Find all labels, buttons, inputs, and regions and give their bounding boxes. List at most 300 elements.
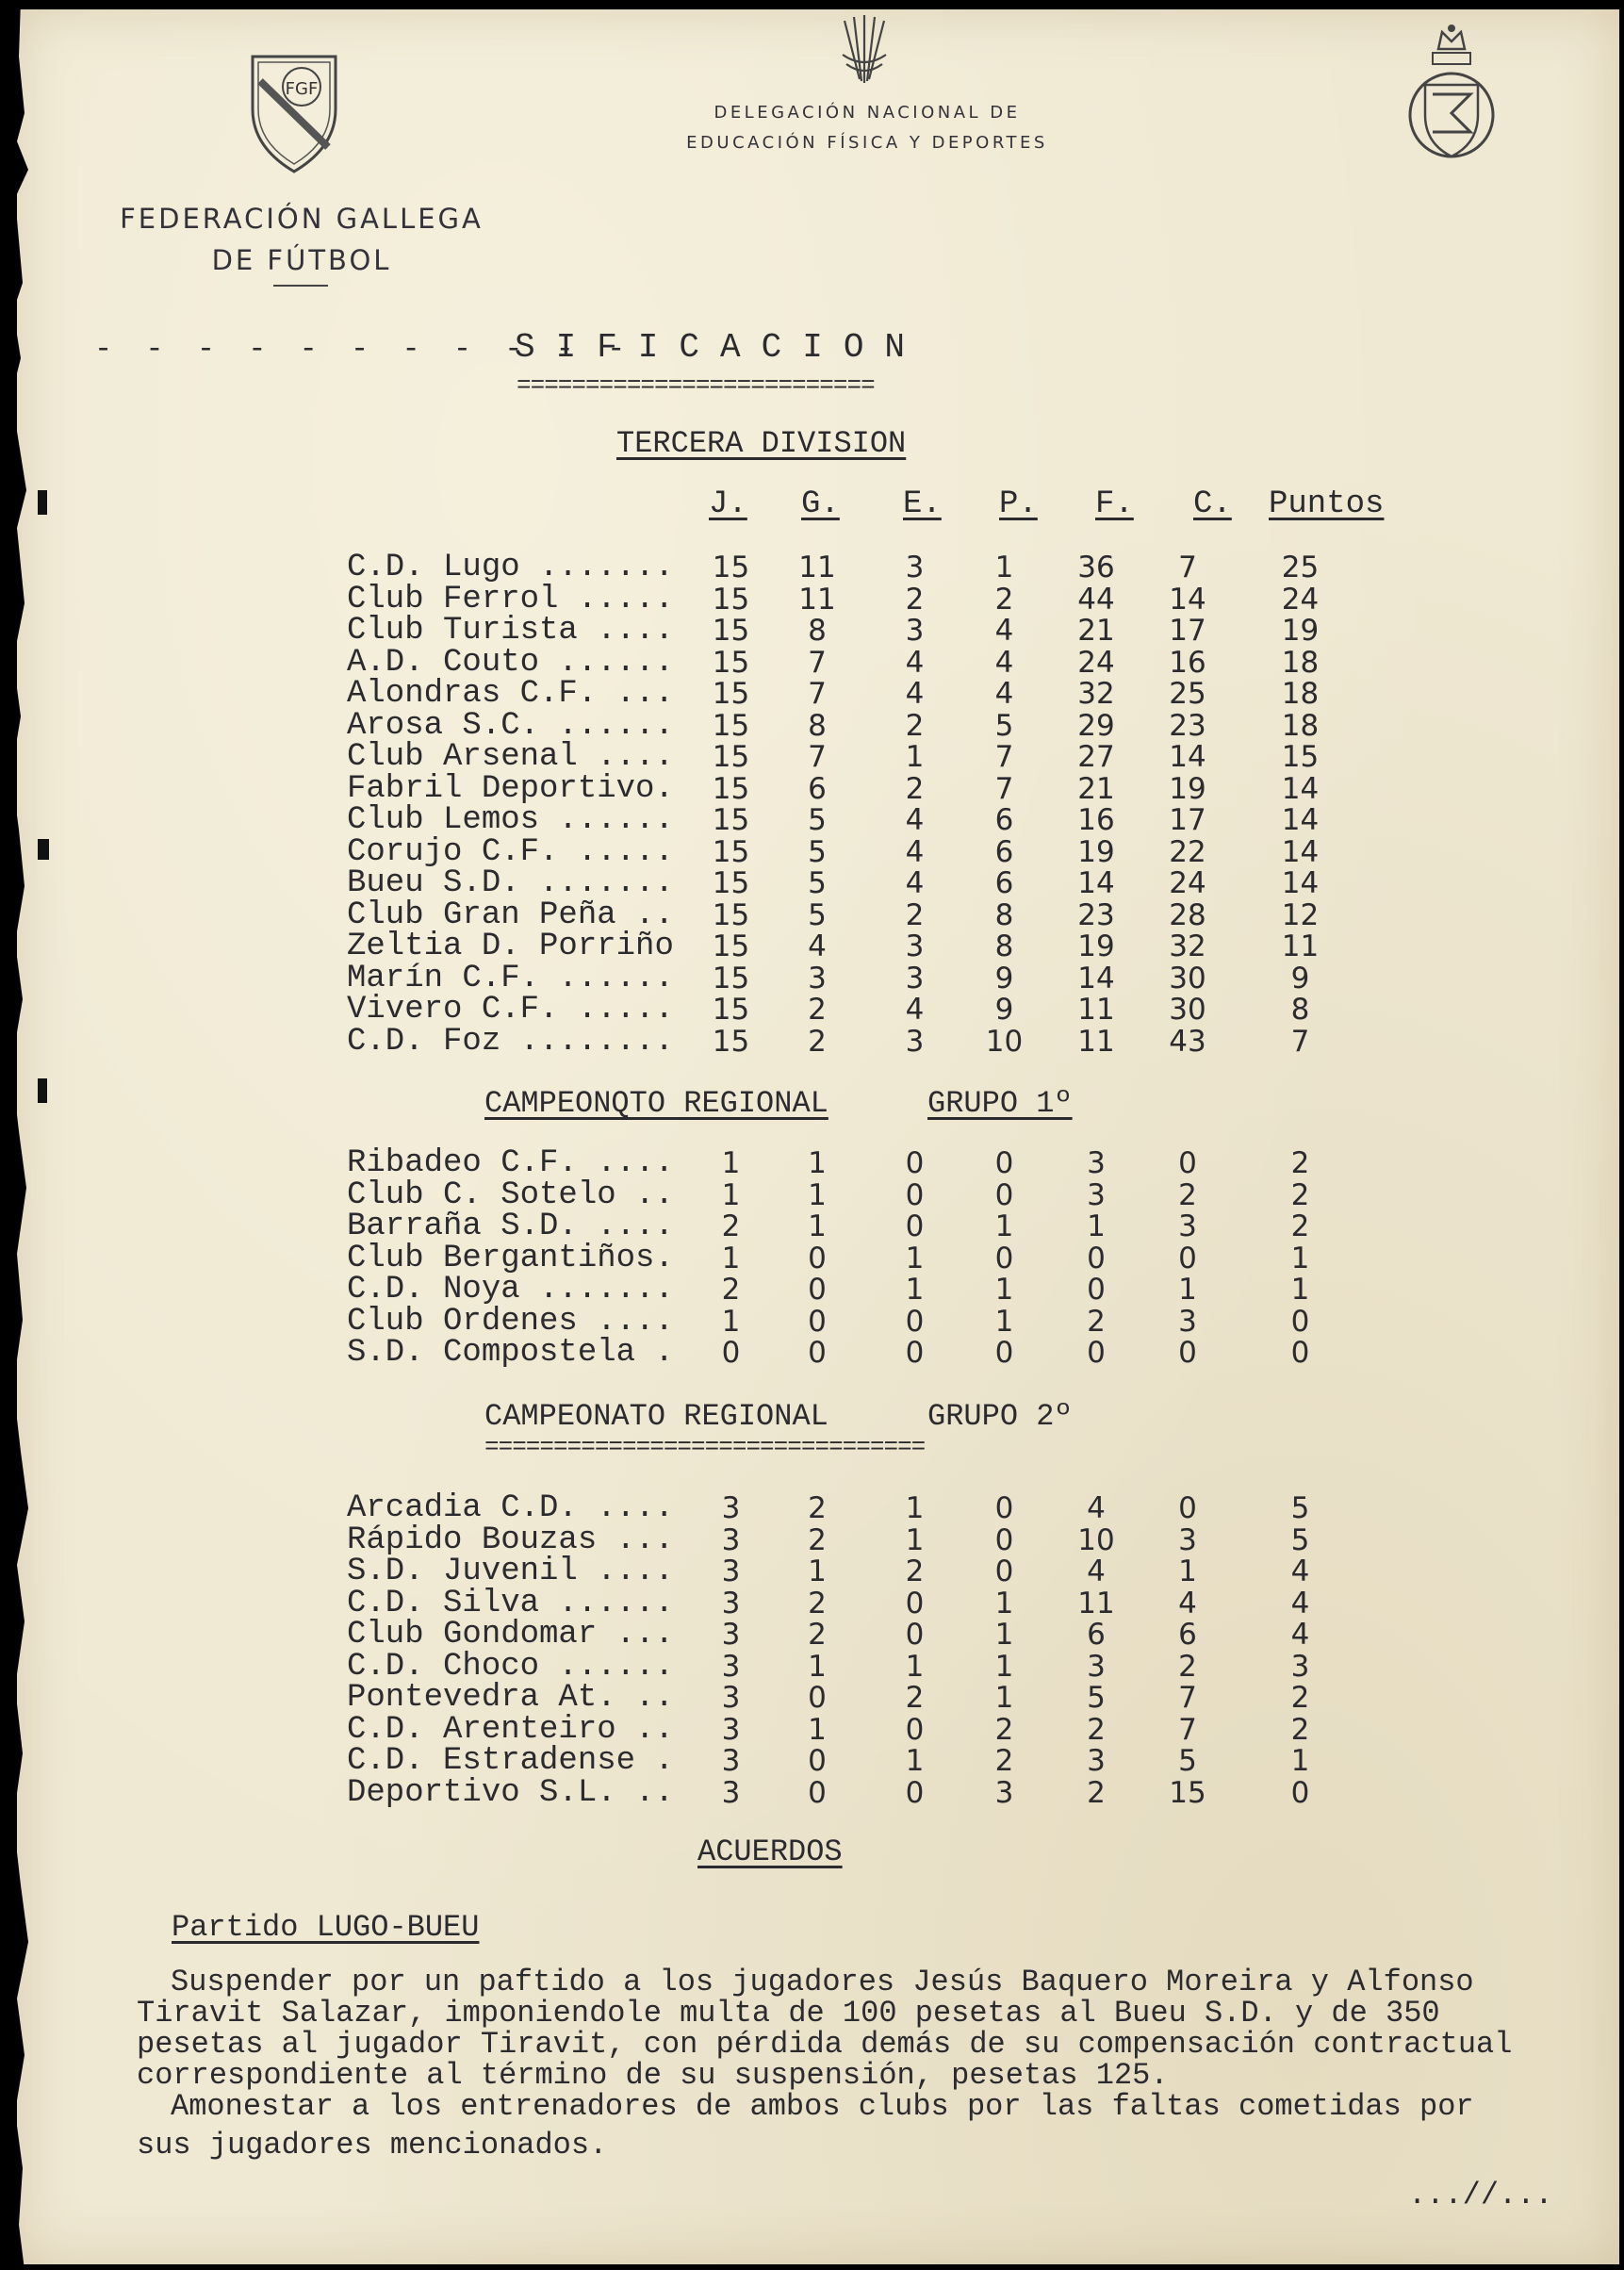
stat-c: 43 <box>1169 1024 1206 1059</box>
club-name: C.D. Silva ...... <box>347 1585 674 1621</box>
stat-p: 1 <box>994 1586 1014 1620</box>
table-row <box>347 774 1361 806</box>
stat-f: 11 <box>1077 1024 1115 1059</box>
table-row <box>347 1652 1361 1684</box>
table-row <box>347 648 1361 680</box>
stat-pts: 14 <box>1281 803 1320 837</box>
stat-f: 32 <box>1077 677 1115 711</box>
club-name: C.D. Lugo ....... <box>347 550 674 585</box>
col-header-puntos: Puntos <box>1269 486 1385 522</box>
stat-g: 6 <box>808 771 827 806</box>
grupo2-group-label: GRUPO 2º <box>927 1399 1073 1434</box>
stat-c: 30 <box>1169 961 1206 995</box>
stat-p: 9 <box>994 993 1014 1027</box>
stat-f: 2 <box>1087 1304 1106 1339</box>
stat-e: 0 <box>905 1177 925 1212</box>
table-row <box>347 1148 1361 1180</box>
stat-j: 15 <box>712 677 750 711</box>
stat-e: 1 <box>905 1241 925 1275</box>
table-row <box>347 1493 1361 1525</box>
stat-pts: 4 <box>1290 1618 1310 1652</box>
grupo1-group-label: GRUPO 1º <box>927 1086 1073 1121</box>
delegation-line1: DELEGACIÓN NACIONAL DE <box>714 103 1021 123</box>
stat-p: 1 <box>994 1681 1014 1715</box>
stat-e: 4 <box>905 834 925 869</box>
stat-p: 2 <box>994 582 1014 617</box>
stat-g: 0 <box>808 1273 827 1307</box>
federation-underline <box>273 285 328 287</box>
stat-p: 1 <box>994 1304 1014 1339</box>
stat-pts: 2 <box>1290 1712 1310 1747</box>
stat-pts: 9 <box>1290 961 1310 995</box>
table-row <box>347 616 1361 648</box>
stat-pts: 14 <box>1281 771 1320 806</box>
stat-c: 22 <box>1169 834 1206 869</box>
yoke-and-arrows-emblem <box>837 11 892 87</box>
stat-e: 3 <box>905 1024 925 1059</box>
col-header-e: E. <box>903 486 942 522</box>
stat-pts: 11 <box>1281 929 1320 963</box>
table-row <box>347 1180 1361 1212</box>
stat-p: 2 <box>994 1744 1014 1778</box>
stat-f: 3 <box>1087 1146 1106 1180</box>
stat-c: 5 <box>1178 1744 1197 1778</box>
stat-p: 6 <box>994 803 1014 837</box>
federation-name-line2: DE FÚTBOL <box>211 244 392 276</box>
stat-e: 4 <box>905 803 925 837</box>
stat-c: 6 <box>1178 1618 1197 1652</box>
acuerdos-title: ACUERDOS <box>697 1834 843 1869</box>
stat-j: 3 <box>721 1522 741 1557</box>
stat-g: 1 <box>808 1209 827 1243</box>
stat-e: 1 <box>905 1522 925 1557</box>
stat-j: 15 <box>712 582 750 617</box>
title-dashes: - - - - - - - - - - - <box>94 332 633 367</box>
stat-e: 2 <box>905 582 925 617</box>
table-row <box>347 1620 1361 1652</box>
stat-j: 15 <box>712 645 750 680</box>
club-name: Rápido Bouzas ... <box>347 1522 674 1558</box>
stat-j: 15 <box>712 771 750 806</box>
stat-pts: 4 <box>1290 1554 1310 1588</box>
club-name: Alondras C.F. ... <box>347 676 674 712</box>
club-name: Club Gran Peña .. <box>347 896 674 933</box>
grupo1-title: CAMPEONQTO REGIONAL <box>484 1086 828 1121</box>
grupo2-title: CAMPEONATO REGIONAL <box>484 1399 828 1434</box>
stat-p: 4 <box>994 645 1014 680</box>
stat-j: 3 <box>721 1554 741 1588</box>
stat-g: 1 <box>808 1146 827 1180</box>
stat-pts: 5 <box>1290 1491 1310 1525</box>
stat-f: 23 <box>1077 897 1115 932</box>
stat-j: 1 <box>721 1241 741 1275</box>
federation-shield-logo <box>249 53 339 175</box>
table-row <box>347 1307 1361 1339</box>
stat-f: 0 <box>1087 1241 1106 1275</box>
stat-g: 0 <box>808 1775 827 1810</box>
stat-g: 5 <box>808 866 827 900</box>
stat-j: 15 <box>712 929 750 963</box>
stat-c: 19 <box>1169 771 1206 806</box>
club-name: C.D. Noya ....... <box>347 1272 674 1308</box>
stat-j: 3 <box>721 1618 741 1652</box>
stat-p: 0 <box>994 1554 1014 1588</box>
stat-pts: 4 <box>1290 1586 1310 1620</box>
stat-c: 17 <box>1169 803 1206 837</box>
stat-e: 4 <box>905 645 925 680</box>
stat-j: 15 <box>712 614 750 648</box>
stat-j: 15 <box>712 993 750 1027</box>
stat-c: 23 <box>1169 708 1206 743</box>
stat-c: 14 <box>1169 740 1206 774</box>
club-name: Vivero C.F. ..... <box>347 992 674 1028</box>
paragraph-line: correspondiente al término de su suspensión, pesetas 125. <box>137 2058 1169 2093</box>
stat-c: 1 <box>1178 1554 1197 1588</box>
stat-e: 0 <box>905 1712 925 1747</box>
stat-pts: 3 <box>1290 1649 1310 1684</box>
club-name: Zeltia D. Porriño <box>347 929 674 964</box>
stat-f: 19 <box>1077 834 1115 869</box>
table-row <box>347 868 1361 900</box>
stat-p: 1 <box>994 1618 1014 1652</box>
stat-f: 44 <box>1077 582 1115 617</box>
stat-f: 24 <box>1077 645 1115 680</box>
paragraph-line: sus jugadores mencionados. <box>137 2128 608 2163</box>
stat-p: 1 <box>994 1649 1014 1684</box>
stat-j: 15 <box>712 961 750 995</box>
stat-j: 3 <box>721 1744 741 1778</box>
page-title: SIFICACION <box>515 328 927 367</box>
stat-f: 14 <box>1077 961 1115 995</box>
stat-pts: 1 <box>1290 1744 1310 1778</box>
club-name: Club Turista .... <box>347 613 674 649</box>
stat-p: 10 <box>985 1024 1024 1059</box>
stat-g: 7 <box>808 645 827 680</box>
stat-g: 1 <box>808 1712 827 1747</box>
stat-f: 21 <box>1077 771 1115 806</box>
club-name: A.D. Couto ...... <box>347 644 674 681</box>
crowned-crest-logo <box>1404 23 1499 164</box>
stat-e: 4 <box>905 993 925 1027</box>
paragraph-line: Tiravit Salazar, imponiendole multa de 100 pesetas al Bueu S.D. y de 350 <box>137 1996 1440 2031</box>
table-row <box>347 584 1361 617</box>
stat-j: 15 <box>712 866 750 900</box>
grupo2-table <box>347 1490 1361 1811</box>
stat-pts: 15 <box>1281 740 1320 774</box>
club-name: Pontevedra At. .. <box>347 1680 674 1716</box>
stat-g: 5 <box>808 803 827 837</box>
stat-p: 1 <box>994 551 1014 584</box>
stat-pts: 14 <box>1281 866 1320 900</box>
stat-g: 2 <box>808 1586 827 1620</box>
stat-p: 6 <box>994 866 1014 900</box>
stat-j: 2 <box>721 1273 741 1307</box>
stat-c: 0 <box>1178 1336 1197 1370</box>
stat-g: 3 <box>808 961 827 995</box>
stat-pts: 0 <box>1290 1336 1310 1370</box>
col-header-p: P. <box>999 486 1038 522</box>
grupo2-underline: ================================ <box>484 1435 926 1459</box>
stat-g: 2 <box>808 1618 827 1652</box>
stat-c: 16 <box>1169 645 1206 680</box>
club-name: C.D. Choco ...... <box>347 1648 674 1685</box>
stat-j: 0 <box>721 1336 741 1370</box>
stat-p: 3 <box>994 1775 1014 1810</box>
stat-p: 8 <box>994 897 1014 932</box>
stat-p: 7 <box>994 771 1014 806</box>
tercera-division-title: TERCERA DIVISION <box>616 426 907 461</box>
table-row <box>347 1556 1361 1588</box>
stat-f: 11 <box>1077 993 1115 1027</box>
table-row <box>347 1746 1361 1778</box>
stat-j: 3 <box>721 1775 741 1810</box>
stat-j: 15 <box>712 740 750 774</box>
stat-f: 6 <box>1087 1618 1106 1652</box>
paragraph-line: Suspender por un paftido a los jugadores Jesús Baquero Moreira y Alfonso <box>171 1965 1474 1999</box>
stat-e: 0 <box>905 1336 925 1370</box>
col-header-c: C. <box>1193 486 1232 522</box>
club-name: Club Bergantiños. <box>347 1240 674 1276</box>
stat-g: 8 <box>808 614 827 648</box>
stat-e: 1 <box>905 1649 925 1684</box>
stat-c: 3 <box>1178 1522 1197 1557</box>
stat-pts: 2 <box>1290 1209 1310 1243</box>
stat-e: 4 <box>905 866 925 900</box>
stat-e: 0 <box>905 1209 925 1243</box>
stat-c: 2 <box>1178 1649 1197 1684</box>
stat-f: 3 <box>1087 1649 1106 1684</box>
stat-e: 1 <box>905 1744 925 1778</box>
stat-f: 3 <box>1087 1744 1106 1778</box>
stat-pts: 8 <box>1290 993 1310 1027</box>
stat-c: 30 <box>1169 993 1206 1027</box>
table-row <box>347 1715 1361 1747</box>
col-header-j: J. <box>709 486 747 522</box>
stat-e: 0 <box>905 1586 925 1620</box>
federation-name <box>113 198 490 281</box>
table-row <box>347 552 1361 584</box>
stat-g: 7 <box>808 740 827 774</box>
stat-pts: 18 <box>1281 708 1320 743</box>
club-name: Club Ferrol ..... <box>347 581 674 617</box>
stat-pts: 1 <box>1290 1273 1310 1307</box>
club-name: Club Ordenes .... <box>347 1303 674 1340</box>
stat-f: 5 <box>1087 1681 1106 1715</box>
stat-p: 0 <box>994 1336 1014 1370</box>
stat-p: 0 <box>994 1146 1014 1180</box>
table-row <box>347 1588 1361 1620</box>
stat-c: 4 <box>1178 1586 1197 1620</box>
club-name: C.D. Arenteiro .. <box>347 1711 674 1748</box>
stat-c: 32 <box>1169 929 1206 963</box>
stat-e: 2 <box>905 1681 925 1715</box>
stat-f: 29 <box>1077 708 1115 743</box>
paragraph-line: Amonestar a los entrenadores de ambos clubs por las faltas cometidas por <box>171 2089 1474 2124</box>
table-row <box>347 837 1361 869</box>
stat-pts: 5 <box>1290 1522 1310 1557</box>
table-row <box>347 1778 1361 1810</box>
stat-e: 3 <box>905 961 925 995</box>
stat-c: 17 <box>1169 614 1206 648</box>
table-row <box>347 900 1361 932</box>
club-name: C.D. Estradense . <box>347 1743 674 1779</box>
delegation-line2: EDUCACIÓN FÍSICA Y DEPORTES <box>686 133 1048 153</box>
table-row <box>347 995 1361 1027</box>
stat-j: 3 <box>721 1681 741 1715</box>
stat-p: 5 <box>994 708 1014 743</box>
stat-f: 27 <box>1077 740 1115 774</box>
club-name: Corujo C.F. ..... <box>347 833 674 870</box>
stat-p: 0 <box>994 1522 1014 1557</box>
tercera-division-table <box>347 552 1361 1058</box>
stat-j: 15 <box>712 834 750 869</box>
stat-c: 28 <box>1169 897 1206 932</box>
stat-f: 2 <box>1087 1712 1106 1747</box>
stat-f: 4 <box>1087 1491 1106 1525</box>
stat-g: 11 <box>798 582 836 617</box>
stat-e: 0 <box>905 1618 925 1652</box>
stat-pts: 1 <box>1290 1241 1310 1275</box>
table-row <box>347 742 1361 774</box>
stat-e: 1 <box>905 1273 925 1307</box>
stat-j: 1 <box>721 1304 741 1339</box>
club-name: Bueu S.D. ....... <box>347 865 674 901</box>
stat-g: 5 <box>808 834 827 869</box>
col-header-g: G. <box>801 486 840 522</box>
stat-pts: 0 <box>1290 1775 1310 1810</box>
stat-pts: 7 <box>1290 1024 1310 1059</box>
stat-pts: 25 <box>1281 551 1320 584</box>
stat-c: 7 <box>1178 1681 1197 1715</box>
grupo1-table <box>347 1145 1361 1371</box>
stat-e: 1 <box>905 1491 925 1525</box>
stat-pts: 14 <box>1281 834 1320 869</box>
club-name: C.D. Foz ........ <box>347 1023 674 1060</box>
stat-g: 5 <box>808 897 827 932</box>
stat-e: 0 <box>905 1775 925 1810</box>
stat-g: 4 <box>808 929 827 963</box>
club-name: Ribadeo C.F. .... <box>347 1145 674 1181</box>
table-row <box>347 963 1361 995</box>
stat-pts: 12 <box>1281 897 1320 932</box>
table-row <box>347 711 1361 743</box>
stat-f: 21 <box>1077 614 1115 648</box>
table-row <box>347 931 1361 963</box>
stat-f: 0 <box>1087 1273 1106 1307</box>
paragraph-line: pesetas al jugador Tiravit, con pérdida demás de su compensación contractual <box>137 2027 1513 2062</box>
stat-f: 3 <box>1087 1177 1106 1212</box>
stat-f: 10 <box>1077 1522 1115 1557</box>
stat-c: 3 <box>1178 1209 1197 1243</box>
stat-pts: 19 <box>1281 614 1320 648</box>
stat-p: 0 <box>994 1241 1014 1275</box>
table-row <box>347 805 1361 837</box>
torn-edge <box>0 0 57 2270</box>
stat-g: 0 <box>808 1681 827 1715</box>
stat-p: 6 <box>994 834 1014 869</box>
club-name: Club Gondomar ... <box>347 1617 674 1653</box>
stat-j: 15 <box>712 1024 750 1059</box>
stat-c: 0 <box>1178 1241 1197 1275</box>
stat-e: 0 <box>905 1304 925 1339</box>
club-name: S.D. Compostela . <box>347 1335 674 1371</box>
table-row <box>347 1211 1361 1243</box>
stat-c: 7 <box>1178 1712 1197 1747</box>
stat-pts: 2 <box>1290 1681 1310 1715</box>
club-name: Deportivo S.L. .. <box>347 1774 674 1811</box>
club-name: Marín C.F. ...... <box>347 960 674 996</box>
stat-p: 4 <box>994 614 1014 648</box>
stat-p: 9 <box>994 961 1014 995</box>
stat-g: 1 <box>808 1554 827 1588</box>
stat-f: 2 <box>1087 1775 1106 1810</box>
stat-e: 2 <box>905 1554 925 1588</box>
stat-c: 7 <box>1178 551 1197 584</box>
stat-g: 1 <box>808 1649 827 1684</box>
stat-c: 2 <box>1178 1177 1197 1212</box>
club-name: S.D. Juvenil .... <box>347 1554 674 1589</box>
stat-p: 2 <box>994 1712 1014 1747</box>
stat-g: 11 <box>798 551 836 584</box>
stat-p: 1 <box>994 1273 1014 1307</box>
stat-g: 0 <box>808 1336 827 1370</box>
stat-pts: 18 <box>1281 645 1320 680</box>
stat-j: 3 <box>721 1491 741 1525</box>
stat-f: 0 <box>1087 1336 1106 1370</box>
stat-pts: 2 <box>1290 1146 1310 1180</box>
stat-p: 1 <box>994 1209 1014 1243</box>
stat-f: 11 <box>1077 1586 1115 1620</box>
stat-g: 0 <box>808 1744 827 1778</box>
stat-j: 15 <box>712 551 750 584</box>
stat-j: 2 <box>721 1209 741 1243</box>
stat-c: 25 <box>1169 677 1206 711</box>
stat-pts: 24 <box>1281 582 1320 617</box>
stat-f: 36 <box>1077 551 1115 584</box>
stat-pts: 2 <box>1290 1177 1310 1212</box>
svg-text:FGF: FGF <box>285 79 319 99</box>
stat-g: 0 <box>808 1241 827 1275</box>
stat-e: 3 <box>905 929 925 963</box>
stat-e: 0 <box>905 1146 925 1180</box>
table-row <box>347 1243 1361 1275</box>
stat-j: 3 <box>721 1649 741 1684</box>
stat-g: 0 <box>808 1304 827 1339</box>
club-name: Arcadia C.D. .... <box>347 1490 674 1526</box>
stat-j: 1 <box>721 1146 741 1180</box>
acuerdos-paragraph <box>137 1966 1607 2161</box>
stat-f: 19 <box>1077 929 1115 963</box>
stat-j: 15 <box>712 708 750 743</box>
club-name: Arosa S.C. ...... <box>347 707 674 744</box>
stat-e: 2 <box>905 897 925 932</box>
page-continuation-mark: ...//... <box>1408 2178 1553 2212</box>
stat-g: 2 <box>808 1024 827 1059</box>
stat-c: 0 <box>1178 1491 1197 1525</box>
stat-e: 3 <box>905 614 925 648</box>
stat-c: 0 <box>1178 1146 1197 1180</box>
stat-g: 2 <box>808 993 827 1027</box>
stat-g: 2 <box>808 1522 827 1557</box>
stat-e: 4 <box>905 677 925 711</box>
title-underline: ========================== <box>517 373 875 398</box>
stat-f: 4 <box>1087 1554 1106 1588</box>
stat-g: 7 <box>808 677 827 711</box>
stat-j: 15 <box>712 803 750 837</box>
stat-j: 1 <box>721 1177 741 1212</box>
delegation-heading <box>622 98 1112 158</box>
stat-p: 0 <box>994 1177 1014 1212</box>
